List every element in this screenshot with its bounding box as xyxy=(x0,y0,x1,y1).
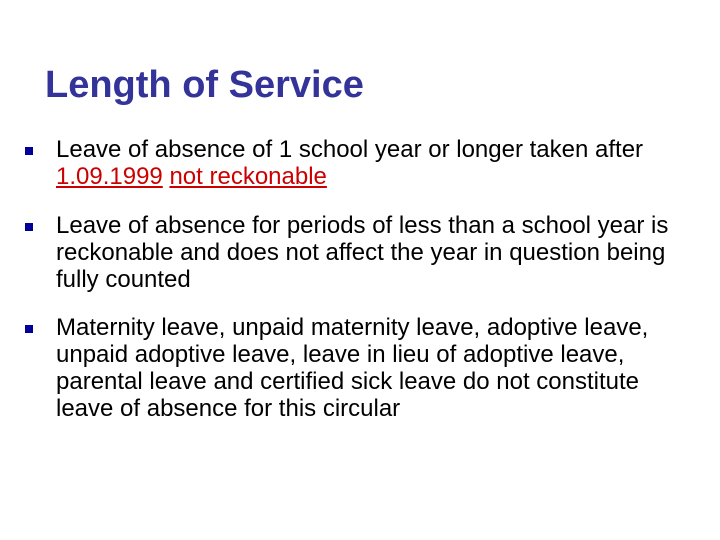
square-bullet-icon xyxy=(25,223,33,231)
bullet-text xyxy=(56,136,686,190)
slide-title: Length of Service xyxy=(45,64,364,106)
bullet-text-segment: Leave of absence for periods of less than a school year is reckonable and does not affect the year in question being fully counted xyxy=(56,212,669,293)
bullet-text xyxy=(56,314,686,422)
bullet-text-segment: Leave of absence of 1 school year or longer taken after xyxy=(56,136,644,163)
square-bullet-icon xyxy=(25,147,33,155)
highlighted-phrase: not reckonable xyxy=(169,163,327,190)
bullet-text xyxy=(56,212,686,293)
highlighted-date: 1.09.1999 xyxy=(56,163,163,190)
square-bullet-icon xyxy=(25,325,33,333)
bullet-text-segment: Maternity leave, unpaid maternity leave, adoptive leave, unpaid adoptive leave, leave in lieu of adoptive leave, parental leave and certified sick leave do not constitute leave of absence for this circular xyxy=(56,314,649,422)
